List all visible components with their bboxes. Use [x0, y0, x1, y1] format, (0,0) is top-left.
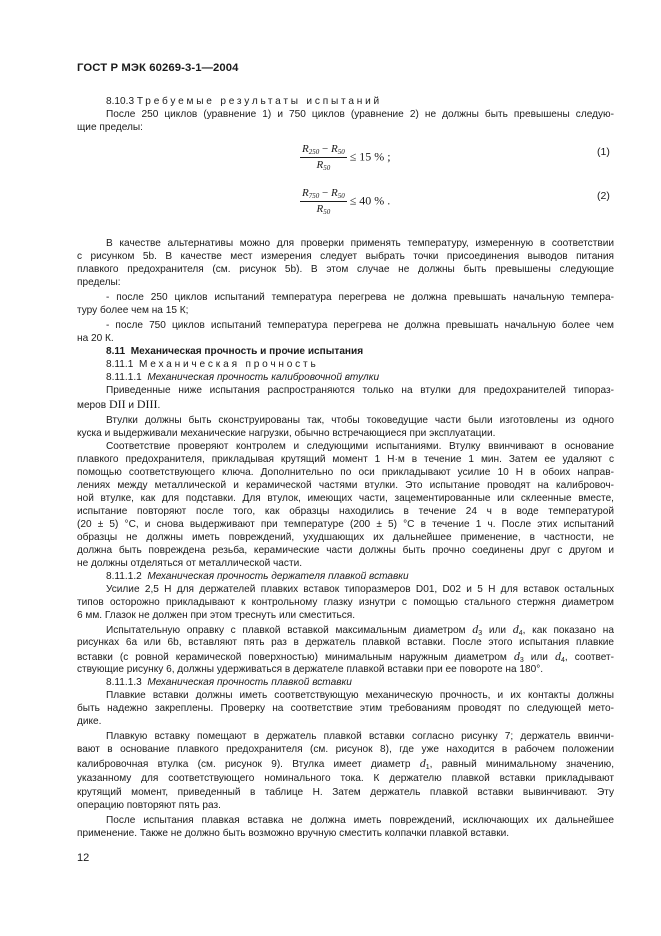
paragraph-line: с рисунком 5b. В качестве мест измерения следует выбрать точки присоединения выводов питания: [77, 251, 614, 262]
paragraph-line: испытание повторяют после того, как образцы находились в течение 24 ч в воде температурой: [77, 506, 614, 517]
paragraph-line: пределы:: [77, 277, 121, 288]
list-item: на 20 К.: [77, 333, 114, 344]
paragraph-line: указанному для соответствующего номинального тока. К держателю плавкой вставки прикладывают: [77, 773, 614, 784]
paragraph-line: ствующие рисунку 6, должны удерживаться в держателе плавкой вставки при ее повороте на 180°.: [77, 664, 544, 675]
paragraph-line: типов осторожно прикладывают к контрольному глазку изнутри с помощью стального стержня диаметром: [77, 597, 614, 608]
formula-1: $\frac{R_{250} - R_{50}}{R_{50}}$ ≤ 15 % ;: [302, 143, 391, 172]
section-8-11-heading: 8.11 Механическая прочность и прочие испытания: [106, 346, 364, 357]
formula-1-label: (1): [597, 146, 610, 158]
paragraph-line: операцию повторяют пять раз.: [77, 800, 221, 811]
paragraph-line: дике.: [77, 716, 102, 727]
list-item: туру более чем на 15 К;: [77, 305, 189, 316]
paragraph-line: Соответствие проверяют контролем и следующими испытаниями. Втулку ввинчивают в основание: [106, 441, 614, 452]
paragraph-line: калибровочная втулка (см. рисунок 9). Втулка имеет диаметр $d_1$, равный минимальному значению,: [77, 756, 614, 771]
paragraph-line: После испытания плавкая вставка не должна иметь повреждений, исключающих их дальнейшее: [106, 815, 614, 826]
formula-2: $\frac{R_{750} - R_{50}}{R_{50}}$ ≤ 40 % .: [302, 187, 391, 216]
section-8-10-3-heading: 8.10.3 Требуемые результаты испытаний: [106, 96, 382, 107]
paragraph-line: плавкого предохранителя (см. рисунок 5b). В этом случае не должны быть превышены следующие: [77, 264, 614, 275]
paragraph-line: В качестве альтернативы можно для проверки применять температуру, измеренную в соответствии: [106, 238, 614, 249]
paragraph-line: плавкого предохранителя, прикладывая крутящий момент 1 Н·м в течение 1 мин. Затем ее удаляют с: [77, 454, 614, 465]
paragraph-line: крутящий момент, приведенный в таблице Н. Затем держатель плавкой вставки вывинчивают. Эту: [77, 787, 614, 798]
paragraph-line: применение. Также не должно быть возможно вручную сместить колпачки плавкой вставки.: [77, 828, 510, 839]
document-header: ГОСТ Р МЭК 60269-3-1—2004: [77, 62, 239, 74]
paragraph-line: Приведенные ниже испытания распространяются только на втулки для предохранителей типораз-: [106, 385, 614, 396]
list-item: - после 750 циклов испытаний температура перегрева не должна превышать начальную более чем: [106, 320, 614, 331]
paragraph-line: Испытательную оправку с плавкой вставкой максимальным диаметром $d_3$ или $d_4$, как показано на: [106, 622, 614, 637]
paragraph-line: меров DII и DIII.: [77, 397, 161, 411]
paragraph-line: Плавкие вставки должны иметь соответствующую механическую прочность, и их контакты должны: [106, 690, 614, 701]
paragraph-line: 6 мм. Глазок не должен при этом треснуть или сместиться.: [77, 610, 356, 621]
paragraph-line: Плавкую вставку помещают в держатель плавкой вставки согласно рисунку 7; держатель ввинчи-: [106, 731, 614, 742]
section-8-11-1-3-heading: 8.11.1.3 Механическая прочность плавкой вставки: [106, 677, 352, 688]
paragraph-line: образцы не должны иметь повреждений, ухудшающих их дальнейшее применение, в частности, не: [77, 532, 614, 543]
paragraph-line: должна быть повреждена резьба, керамические части должны быть прочно соединены друг с другом и: [77, 545, 614, 556]
paragraph-line: не должны отделяться от металлической части.: [77, 558, 303, 569]
paragraph-line: помощью соответствующего ключа. Дополнительно по оси прикладывают усилие 10 Н в обоих направ-: [77, 467, 614, 478]
paragraph-line: щие пределы:: [77, 122, 143, 133]
section-8-11-1-heading: 8.11.1 Механическая прочность: [106, 359, 319, 370]
page-number: 12: [77, 852, 90, 864]
paragraph-line: куска и выдерживали механические нагрузки, обычно встречающиеся при эксплуатации.: [77, 428, 496, 439]
paragraph-line: лениях между металлической и керамической частями втулки. Это испытание проводят на калибровоч-: [77, 480, 614, 491]
section-8-11-1-2-heading: 8.11.1.2 Механическая прочность держателя плавкой вставки: [106, 571, 409, 582]
paragraph-line: ной втулке, как для подставки. Для втулок, имеющих части, зацементированные или склеенные вместе,: [77, 493, 614, 504]
paragraph-line: Усилие 2,5 Н для держателей плавких вставок типоразмеров D01, D02 и 5 Н для вставок остальных: [106, 584, 614, 595]
list-item: - после 250 циклов испытаний температура перегрева не должна превышать начальную темпера-: [106, 292, 614, 303]
paragraph-line: (20 ± 5) °С, и снова выдерживают при температуре (200 ± 5) °С в течение 1 ч. После этих испытаний: [77, 519, 614, 530]
formula-2-label: (2): [597, 190, 610, 202]
paragraph-line: рисунках 6а или 6b, вставляют пять раз в держатель плавкой вставки. После этого испытания плавкие: [77, 637, 614, 648]
paragraph-line: вставки (с ровной керамической поверхностью) минимальным наружным диаметром $d_3$ или $d_4$, соответ-: [77, 649, 614, 664]
paragraph-line: После 250 циклов (уравнение 1) и 750 циклов (уравнение 2) не должны быть превышены следую-: [106, 109, 614, 120]
paragraph-line: вают в основание плавкого предохранителя (см. рисунок 8), где уже находится в рабочем положении: [77, 744, 614, 755]
paragraph-line: быть надежно закреплены. Проверку на соответствие этим требованиям проводят по следующей мето-: [77, 703, 614, 714]
section-8-11-1-1-heading: 8.11.1.1 Механическая прочность калибровочной втулки: [106, 372, 380, 383]
paragraph-line: Втулки должны быть сконструированы так, чтобы токоведущие части были изготовлены из одного: [106, 415, 614, 426]
